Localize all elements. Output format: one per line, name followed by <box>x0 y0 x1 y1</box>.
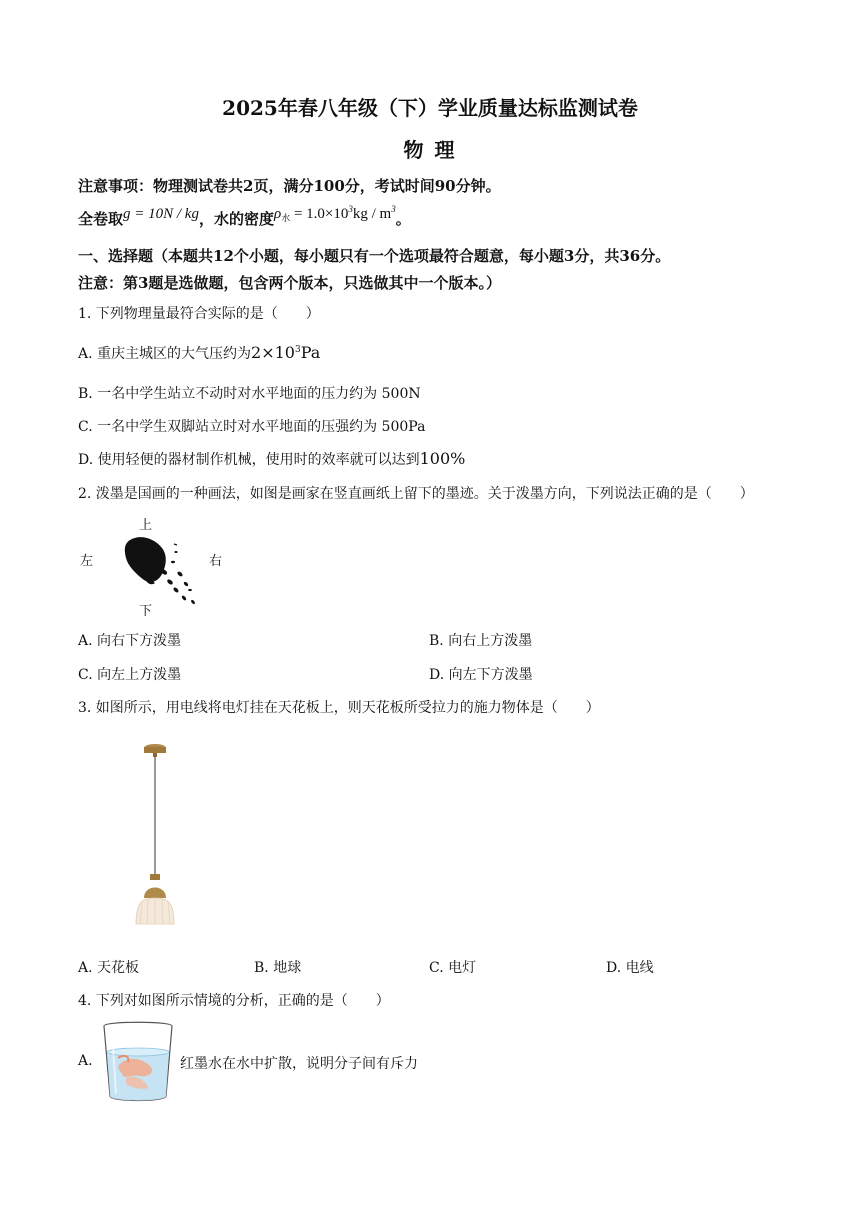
label-right: 右 <box>209 554 223 569</box>
q2-option-c: C. 向左上方泼墨 <box>78 667 182 683</box>
ink-splash-figure <box>118 532 203 610</box>
rho-value: = 1.0×10 <box>290 206 349 222</box>
constants-line <box>78 204 411 229</box>
q2-option-d: D. 向左下方泼墨 <box>429 667 533 683</box>
water-density-formula <box>274 206 396 222</box>
constants-middle: ，水的密度 <box>198 210 274 228</box>
q1-option-d <box>78 449 465 469</box>
exam-subject: 物 理 <box>403 138 457 162</box>
q2-option-a: A. 向右下方泼墨 <box>78 633 182 649</box>
q1-stem: 1. 下列物理量最符合实际的是（ ） <box>78 306 320 322</box>
exam-title: 2025年春八年级（下）学业质量达标监测试卷 <box>222 96 638 120</box>
q1-option-a-text: A. 重庆主城区的大气压约为 <box>78 346 252 362</box>
q4-stem: 4. 下列对如图所示情境的分析，正确的是（ ） <box>78 993 390 1009</box>
label-up: 上 <box>139 518 153 533</box>
constants-suffix: 。 <box>395 210 411 228</box>
constants-prefix: 全卷取 <box>78 210 124 228</box>
q4-option-a-label: A. <box>78 1053 93 1069</box>
q1-option-a-number: 2×10 <box>251 343 295 362</box>
q3-option-b: B. 地球 <box>254 960 302 976</box>
q1-option-d-value: 100% <box>419 449 466 468</box>
q1-option-a-unit: Pa <box>300 343 321 362</box>
q4-option-a-text: 红墨水在水中扩散，说明分子间有斥力 <box>180 1056 418 1072</box>
rho-exponent: 3 <box>348 204 353 214</box>
q1-option-a-exponent: 3 <box>294 345 301 355</box>
q3-stem: 3. 如图所示，用电线将电灯挂在天花板上，则天花板所受拉力的施力物体是（ ） <box>78 700 600 716</box>
rho-unit-exponent: 3 <box>391 204 396 214</box>
q2-option-b: B. 向右上方泼墨 <box>429 633 533 649</box>
section-heading: 一、选择题（本题共12个小题，每小题只有一个选项最符合题意，每小题3分，共36分。 <box>78 247 671 265</box>
pendant-lamp-figure <box>128 742 183 926</box>
q1-option-d-text: D. 使用轻便的器材制作机械，使用时的效率就可以达到 <box>78 452 420 468</box>
label-left: 左 <box>80 554 94 569</box>
rho-symbol: ρ <box>273 206 282 222</box>
q3-option-d: D. 电线 <box>606 960 654 976</box>
section-note: 注意：第3题是选做题，包含两个版本，只选做其中一个版本。） <box>78 274 501 292</box>
beaker-ink-figure <box>98 1018 178 1104</box>
notice-line: 注意事项：物理测试卷共2页，满分100分，考试时间90分钟。 <box>78 177 501 195</box>
rho-subscript: 水 <box>281 213 291 223</box>
q1-option-c: C. 一名中学生双脚站立时对水平地面的压强约为 500Pa <box>78 419 426 435</box>
q3-option-c: C. 电灯 <box>429 960 477 976</box>
q2-stem: 2. 泼墨是国画的一种画法，如图是画家在竖直画纸上留下的墨迹。关于泼墨方向，下列说法正确的是（ ） <box>78 486 754 502</box>
q1-option-a <box>78 343 320 363</box>
label-down: 下 <box>139 604 153 619</box>
gravity-constant: g = 10N / kg <box>123 206 199 222</box>
q3-option-a: A. 天花板 <box>78 960 140 976</box>
q1-option-b: B. 一名中学生站立不动时对水平地面的压力约为 500N <box>78 386 421 402</box>
rho-unit: kg / m <box>352 206 392 222</box>
